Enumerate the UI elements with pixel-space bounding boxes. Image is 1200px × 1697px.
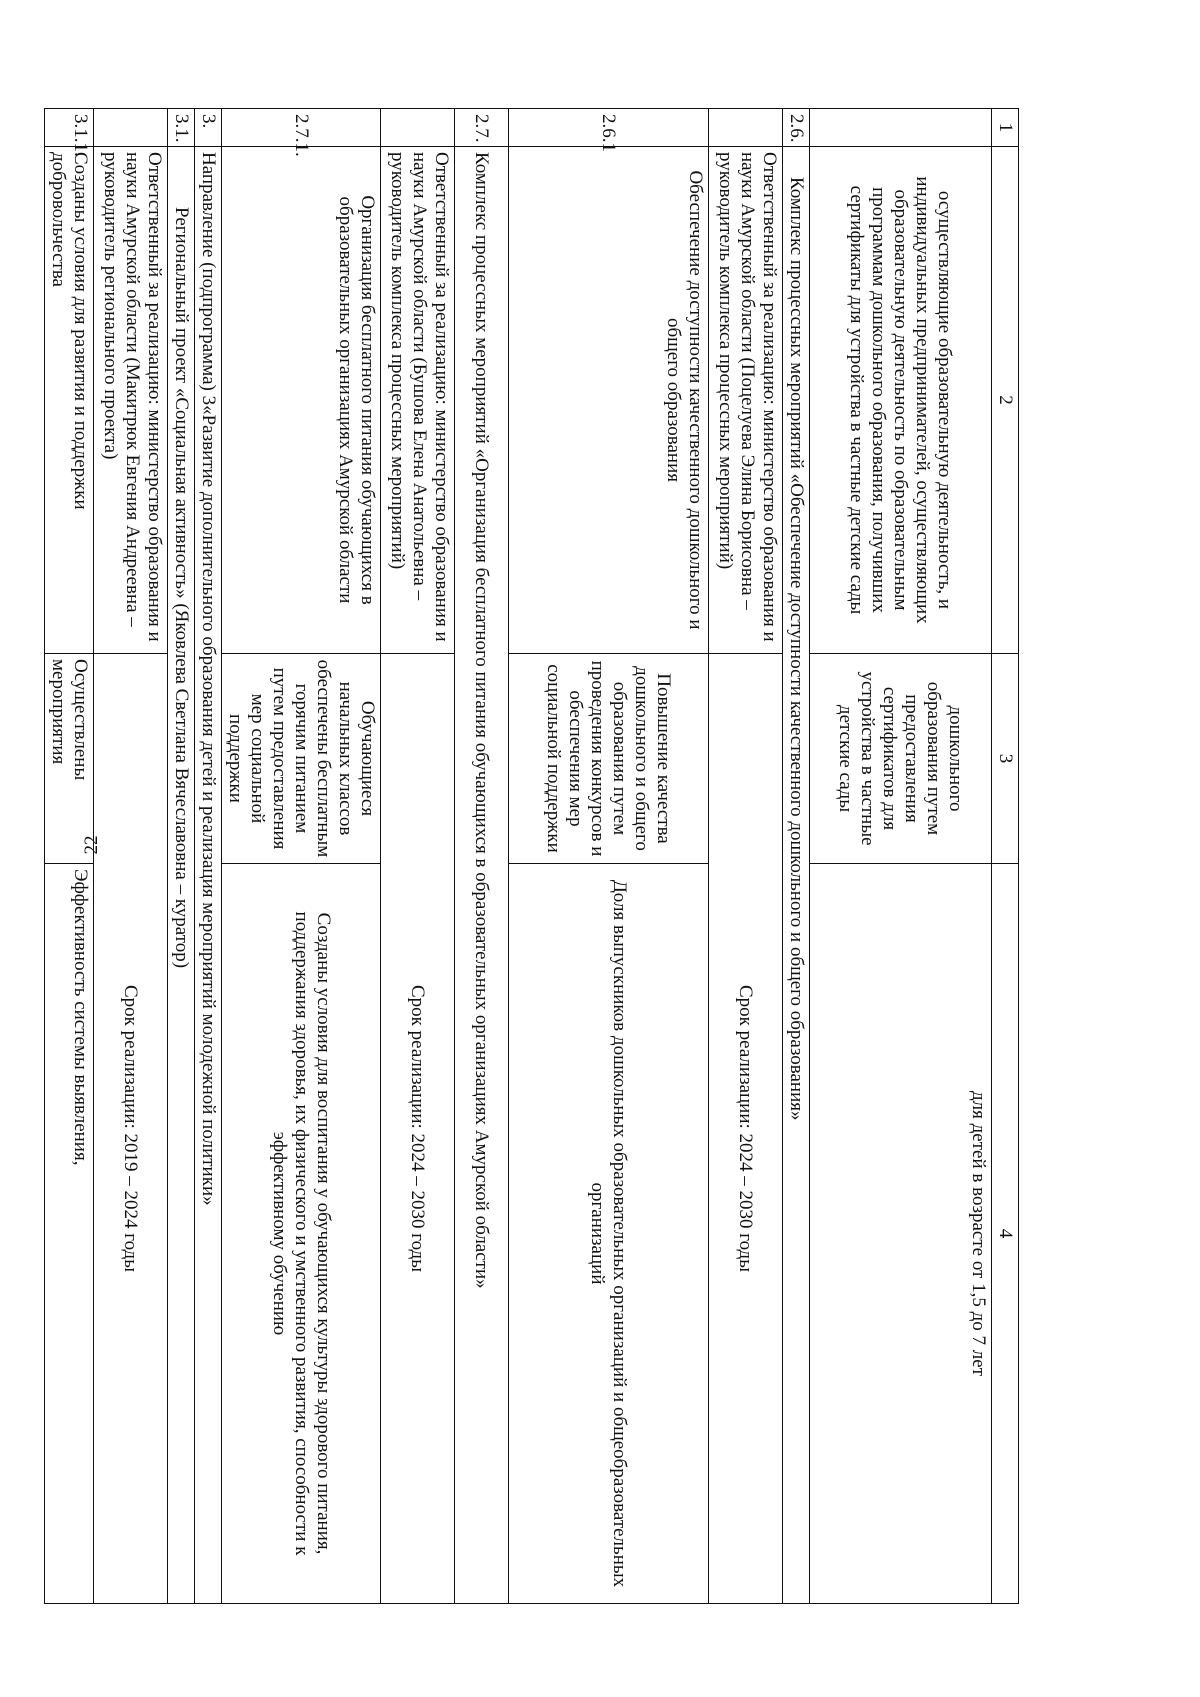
characteristic-cell: Эффективность системы выявления, <box>45 864 94 1604</box>
activity-cell: Созданы условия для развития и поддержки добровольчества <box>45 147 94 654</box>
characteristic-cell: Доля выпускников дошкольных образовательных организаций и общеобразовательных организаций <box>509 864 709 1604</box>
section-row <box>168 109 195 1604</box>
result-cell: Повышение качества дошкольного и общего образования путем проведения конкурсов и обеспечения мер социальной поддержки <box>509 654 709 864</box>
page-number: 22 <box>81 835 102 855</box>
responsible-row <box>94 109 168 1604</box>
responsible-text: Ответственный за реализацию: министерство образования и науки Амурской области (Бушова Елена Анатольевна – руководитель комплекса процессных мероприятий) <box>381 147 455 654</box>
responsible-text: Ответственный за реализацию: министерство образования и науки Амурской области (Макитрюк Евгения Андреевна – руководитель регионального проекта) <box>94 147 168 654</box>
row-number: 2.6.1 <box>509 109 709 147</box>
term-text: Срок реализации: 2024 – 2030 годы <box>381 654 455 1604</box>
responsible-row <box>709 109 783 1604</box>
responsible-text: Ответственный за реализацию: министерство образования и науки Амурской области (Поцелуева Элина Борисовна – руководитель комплекса процессных мероприятий) <box>709 147 783 654</box>
row-number <box>709 109 783 147</box>
row-number <box>810 109 992 147</box>
header-col-3: 3 <box>992 654 1019 864</box>
section-title: Региональный проект «Социальная активность» (Яковлева Светлана Вячеславовна – куратор) <box>168 147 195 1604</box>
section-title: Направление (подпрограмма) 3«Развитие дополнительного образования детей и реализация мероприятий молодежной политики» <box>195 147 222 1604</box>
section-title: Комплекс процессных мероприятий «Обеспечение доступности качественного дошкольного и общего образования» <box>783 147 810 1604</box>
header-col-4: 4 <box>992 864 1019 1604</box>
header-row <box>992 109 1019 1604</box>
activity-cell: Организация бесплатного питания обучающихся в образовательных организациях Амурской области <box>222 147 381 654</box>
section-row <box>455 109 509 1604</box>
section-row <box>195 109 222 1604</box>
row-number: 2.7. <box>455 109 509 147</box>
table-row <box>222 109 381 1604</box>
table-row <box>45 109 94 1604</box>
term-text: Срок реализации: 2024 – 2030 годы <box>709 654 783 1604</box>
characteristic-cell: Созданы условия для воспитания у обучающихся культуры здорового питания, поддержания здоровья, их физического и умственного развития, способности к эффективному обучению <box>222 864 381 1604</box>
row-number: 2.6. <box>783 109 810 147</box>
result-cell: Обучающиеся начальных классов обеспечены бесплатным горячим питанием путем предоставления мер социальной поддержки <box>222 654 381 864</box>
responsible-row <box>381 109 455 1604</box>
table-row <box>810 109 992 1604</box>
activity-cell: осуществляющие образовательную деятельность, и индивидуальных предпринимателей, осуществляющих образовательную деятельность по образовательным программам дошкольного образования, получивших сертификаты для устройства в частные детские сады <box>810 147 992 654</box>
term-text: Срок реализации: 2019 – 2024 годы <box>94 654 168 1604</box>
program-table <box>44 108 1019 1604</box>
activity-cell: Обеспечение доступности качественного дошкольного и общего образования <box>509 147 709 654</box>
result-cell: дошкольного образования путем предоставления сертификатов для устройства в частные детские сады <box>810 654 992 864</box>
header-col-1: 1 <box>992 109 1019 147</box>
row-number <box>94 109 168 147</box>
header-col-2: 2 <box>992 147 1019 654</box>
row-number: 3.1. <box>168 109 195 147</box>
result-cell: Осуществлены мероприятия <box>45 654 94 864</box>
row-number: 2.7.1. <box>222 109 381 147</box>
characteristic-cell: для детей в возрасте от 1,5 до 7 лет <box>810 864 992 1604</box>
row-number: 3.1.1. <box>45 109 94 147</box>
table-row <box>509 109 709 1604</box>
section-title: Комплекс процессных мероприятий «Организация бесплатного питания обучающихся в образовательных организациях Амурской области» <box>455 147 509 1604</box>
row-number: 3. <box>195 109 222 147</box>
row-number <box>381 109 455 147</box>
section-row <box>783 109 810 1604</box>
